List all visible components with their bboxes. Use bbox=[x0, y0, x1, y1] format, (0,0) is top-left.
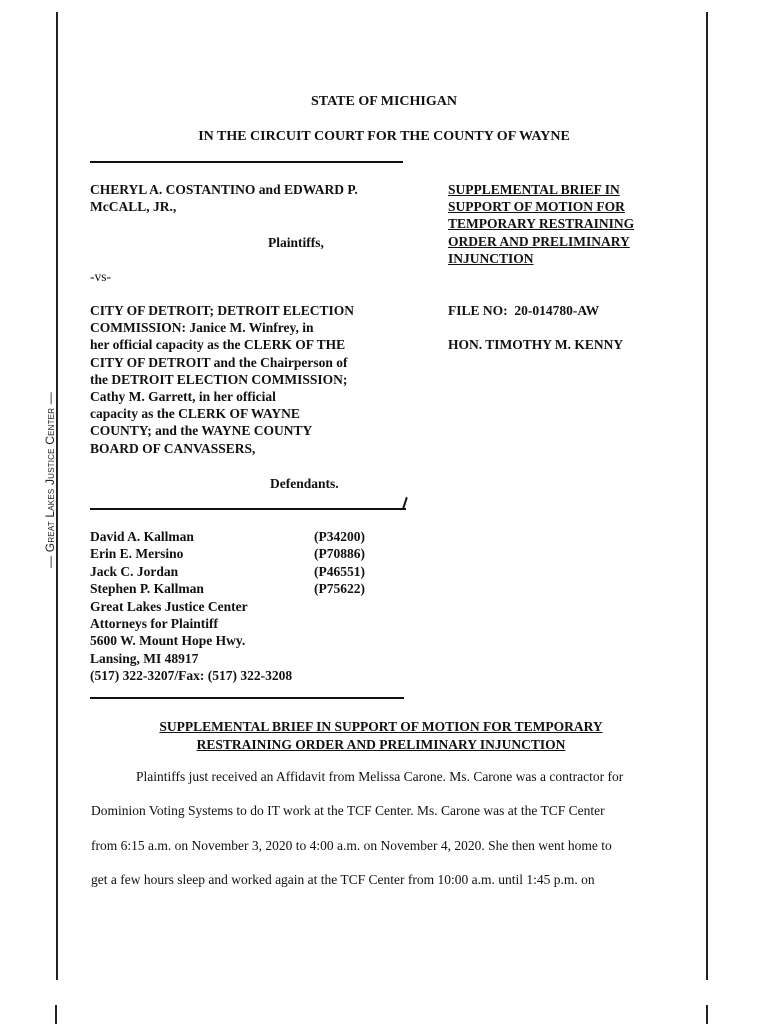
body-line: from 6:15 a.m. on November 3, 2020 to 4:00 a.m. on November 4, 2020. She then went home to bbox=[91, 837, 612, 853]
attorney-bar-number: (P34200) bbox=[314, 529, 365, 544]
court-heading bbox=[0, 129, 768, 145]
motion-title-line: SUPPLEMENTAL BRIEF IN bbox=[448, 182, 620, 197]
plaintiffs-role bbox=[268, 234, 324, 251]
side-mark bbox=[43, 392, 57, 568]
attorney-name: Jack C. Jordan bbox=[90, 563, 179, 579]
firm-name: Great Lakes Justice Center bbox=[90, 598, 248, 614]
file-number bbox=[448, 302, 599, 319]
plaintiffs-block bbox=[90, 181, 410, 215]
attorney-row bbox=[90, 563, 410, 580]
state-heading-text: STATE OF MICHIGAN bbox=[311, 94, 457, 109]
attorney-bar-number: (P70886) bbox=[314, 546, 365, 562]
judge-name-text: HON. TIMOTHY M. KENNY bbox=[448, 337, 624, 352]
attorney-bar-number: (P75622) bbox=[314, 581, 365, 597]
versus-text: -vs- bbox=[90, 269, 111, 284]
brief-body bbox=[91, 760, 691, 897]
side-mark-text: Great Lakes Justice Center bbox=[43, 407, 57, 553]
plaintiffs-role-text: Plaintiffs, bbox=[268, 235, 324, 250]
left-page-edge-bottom bbox=[55, 1005, 57, 1024]
attorney-name: David A. Kallman bbox=[90, 529, 194, 544]
side-mark-rule-right: — bbox=[43, 392, 57, 408]
firm-city: Lansing, MI 48917 bbox=[90, 650, 199, 666]
motion-title-line: INJUNCTION bbox=[448, 250, 534, 266]
defendants-line: capacity as the CLERK OF WAYNE bbox=[90, 406, 300, 422]
court-heading-text: IN THE CIRCUIT COURT FOR THE COUNTY OF WAYNE bbox=[198, 129, 570, 144]
brief-title-line: SUPPLEMENTAL BRIEF IN SUPPORT OF MOTION FOR TEMPORARY bbox=[159, 719, 603, 734]
motion-title-line: SUPPORT OF MOTION FOR bbox=[448, 199, 625, 215]
body-line: get a few hours sleep and worked again at the TCF Center from 10:00 a.m. until 1:45 p.m. on bbox=[91, 871, 595, 887]
judge-name bbox=[448, 336, 623, 353]
attorney-bottom-rule bbox=[90, 697, 404, 699]
attorney-row bbox=[90, 580, 410, 597]
brief-title bbox=[56, 718, 706, 753]
motion-title-line: ORDER AND PRELIMINARY bbox=[448, 233, 630, 249]
defendants-line: COUNTY; and the WAYNE COUNTY bbox=[90, 423, 313, 439]
right-page-edge bbox=[706, 12, 708, 980]
defendants-line: COMMISSION: Janice M. Winfrey, in bbox=[90, 320, 314, 336]
attorney-bar-number: (P46551) bbox=[314, 563, 365, 579]
defendants-line: BOARD OF CANVASSERS, bbox=[90, 440, 256, 456]
caption-top-rule bbox=[90, 161, 403, 163]
brief-title-line: RESTRAINING ORDER AND PRELIMINARY INJUNCTION bbox=[196, 736, 566, 752]
defendants-line: the DETROIT ELECTION COMMISSION; bbox=[90, 371, 348, 387]
defendants-role-text: Defendants. bbox=[270, 476, 339, 491]
firm-block bbox=[90, 598, 410, 685]
body-line: Plaintiffs just received an Affidavit from Melissa Carone. Ms. Carone was a contractor for bbox=[136, 769, 624, 784]
defendants-line: CITY OF DETROIT and the Chairperson of bbox=[90, 354, 348, 370]
plaintiffs-line: McCALL, JR., bbox=[90, 199, 177, 215]
body-line: Dominion Voting Systems to do IT work at the TCF Center. Ms. Carone was at the TCF Center bbox=[91, 803, 605, 819]
right-page-edge-bottom bbox=[706, 1005, 708, 1024]
attorney-list bbox=[90, 528, 410, 685]
versus-label bbox=[90, 268, 111, 285]
firm-address: 5600 W. Mount Hope Hwy. bbox=[90, 633, 246, 649]
firm-phone: (517) 322-3207/Fax: (517) 322-3208 bbox=[90, 668, 293, 684]
caption-bottom-rule bbox=[90, 508, 406, 510]
attorney-row bbox=[90, 528, 410, 545]
defendants-line: her official capacity as the CLERK OF THE bbox=[90, 337, 346, 353]
attorney-row bbox=[90, 545, 410, 562]
motion-title-line: TEMPORARY RESTRAINING bbox=[448, 216, 635, 232]
defendants-line: Cathy M. Garrett, in her official bbox=[90, 389, 276, 405]
firm-role: Attorneys for Plaintiff bbox=[90, 616, 218, 632]
state-heading bbox=[0, 94, 768, 110]
attorney-name: Erin E. Mersino bbox=[90, 546, 184, 562]
defendants-line: CITY OF DETROIT; DETROIT ELECTION bbox=[90, 303, 355, 318]
defendants-role bbox=[270, 475, 339, 492]
side-mark-rule-left: — bbox=[43, 552, 57, 568]
plaintiffs-line: CHERYL A. COSTANTINO and EDWARD P. bbox=[90, 182, 358, 197]
file-number-text: FILE NO: 20-014780-AW bbox=[448, 303, 600, 318]
attorney-name: Stephen P. Kallman bbox=[90, 581, 204, 597]
defendants-block bbox=[90, 302, 410, 457]
motion-title bbox=[448, 181, 688, 267]
